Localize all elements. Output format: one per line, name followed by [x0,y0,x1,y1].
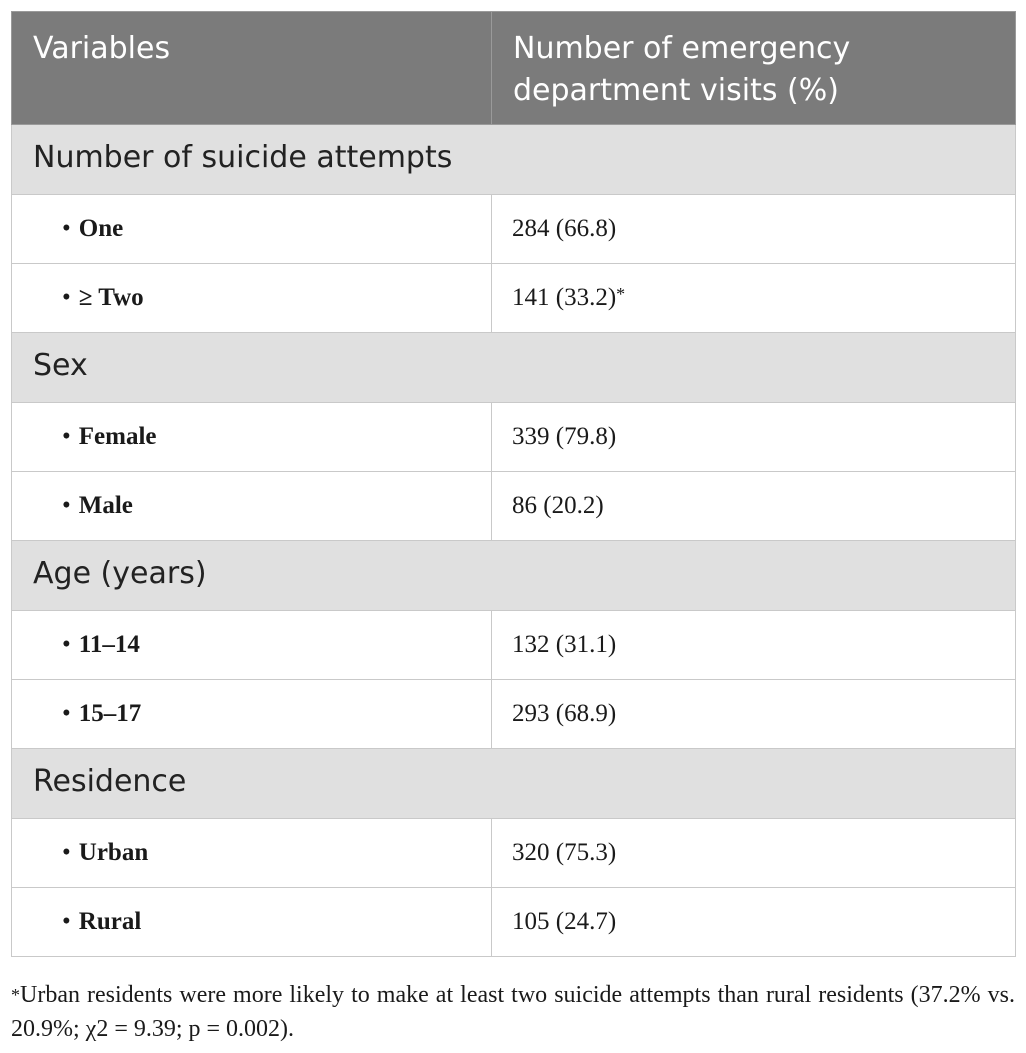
section-row [12,125,1016,195]
section-row [12,749,1016,819]
section-row [12,333,1016,403]
row-label [12,264,492,333]
row-value [492,195,1016,264]
header-visits-line2: department visits (%) [513,73,839,108]
row-value [492,819,1016,888]
row-value [492,611,1016,680]
row-label-text: 15–17 [78,700,142,727]
row-value [492,888,1016,957]
row-value [492,264,1016,333]
table-row [12,819,1016,888]
row-label-text: ≥ Two [78,284,144,311]
row-value-text: 141 (33.2) [512,284,617,311]
table-row [12,888,1016,957]
row-label-text: Female [78,423,157,450]
row-label [12,472,492,541]
row-label-text: 11–14 [78,631,140,658]
bullet-icon: • [62,908,71,935]
row-value [492,403,1016,472]
section-title: Sex [12,333,1016,403]
row-value-text: 339 (79.8) [512,423,617,450]
row-value-text: 284 (66.8) [512,215,617,242]
row-value-text: 293 (68.9) [512,700,617,727]
row-label [12,680,492,749]
row-value [492,680,1016,749]
header-visits [492,12,1016,125]
data-table [11,11,1016,957]
bullet-icon: • [62,700,71,727]
row-label [12,888,492,957]
bullet-icon: • [62,839,71,866]
header-variables: Variables [12,12,492,125]
table-row [12,680,1016,749]
header-visits-line1: Number of emergency [513,31,851,66]
row-label [12,195,492,264]
section-title: Residence [12,749,1016,819]
bullet-icon: • [62,631,71,658]
bullet-icon: • [62,284,71,311]
row-label-text: Urban [78,839,149,866]
row-value-text: 105 (24.7) [512,908,617,935]
footnote-text: Urban residents were more likely to make at least two suicide attempts than rural residents (37.2% vs. 20.9%; χ2 = 9.39; p = 0.002). [11,982,1015,1042]
header-row [12,12,1016,125]
table-footnote [11,978,1015,1046]
row-value [492,472,1016,541]
section-row [12,541,1016,611]
table-row [12,264,1016,333]
row-value-text: 320 (75.3) [512,839,617,866]
row-label-text: Rural [78,908,142,935]
section-title: Number of suicide attempts [12,125,1016,195]
row-label-text: One [78,215,124,242]
footnote-mark: * [11,985,20,1005]
row-label [12,819,492,888]
row-value-text: 86 (20.2) [512,492,604,519]
table-container [11,11,1015,957]
table-row [12,403,1016,472]
row-label-text: Male [78,492,133,519]
table-row [12,195,1016,264]
table-row [12,472,1016,541]
row-label [12,611,492,680]
bullet-icon: • [62,492,71,519]
footnote-mark: * [616,284,626,304]
row-value-text: 132 (31.1) [512,631,617,658]
row-label [12,403,492,472]
table-row [12,611,1016,680]
section-title: Age (years) [12,541,1016,611]
bullet-icon: • [62,215,71,242]
bullet-icon: • [62,423,71,450]
